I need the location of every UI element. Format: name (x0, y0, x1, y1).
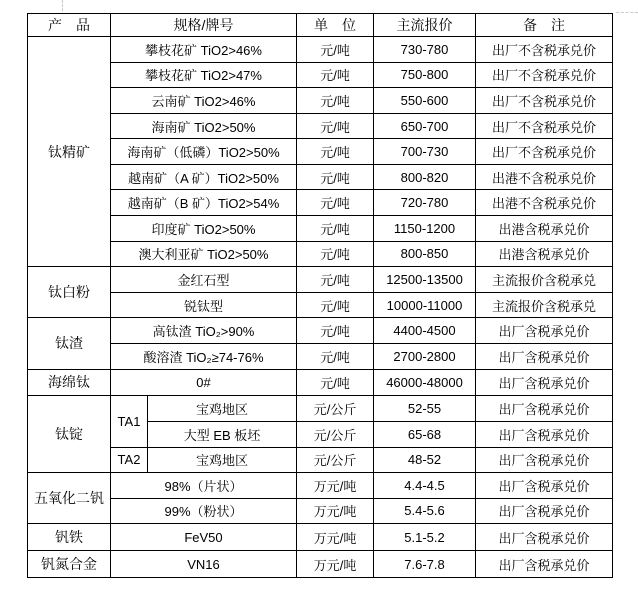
unit-cell: 元/吨 (297, 267, 374, 293)
product-cell: 钒氮合金 (28, 551, 111, 578)
spec-cell: 云南矿 TiO2>46% (111, 88, 297, 114)
spec-cell: 澳大利亚矿 TiO2>50% (111, 241, 297, 267)
spec-cell: 印度矿 TiO2>50% (111, 216, 297, 242)
unit-cell: 万元/吨 (297, 524, 374, 551)
spec-cell: 越南矿（B 矿）TiO2>54% (111, 190, 297, 216)
unit-cell: 元/吨 (297, 241, 374, 267)
product-cell: 钛精矿 (28, 37, 111, 267)
unit-cell: 万元/吨 (297, 551, 374, 578)
note-cell: 出港含税承兑价 (476, 216, 613, 242)
grade-cell: TA1 (111, 396, 148, 447)
unit-cell: 元/吨 (297, 216, 374, 242)
price-cell: 730-780 (374, 37, 476, 63)
note-cell: 出厂含税承兑价 (476, 318, 613, 344)
unit-cell: 元/公斤 (297, 396, 374, 422)
header-row (28, 14, 613, 37)
spec-cell: 宝鸡地区 (148, 447, 297, 473)
price-cell: 52-55 (374, 396, 476, 422)
unit-cell: 元/吨 (297, 369, 374, 396)
table-row (28, 292, 613, 318)
unit-cell: 元/吨 (297, 292, 374, 318)
price-cell: 550-600 (374, 88, 476, 114)
spec-cell: 宝鸡地区 (148, 396, 297, 422)
unit-cell: 元/吨 (297, 88, 374, 114)
header-price: 主流报价 (374, 14, 476, 37)
note-cell: 出厂不含税承兑价 (476, 139, 613, 165)
unit-cell: 元/吨 (297, 164, 374, 190)
note-cell: 出港不含税承兑价 (476, 190, 613, 216)
price-cell: 800-820 (374, 164, 476, 190)
table-row (28, 241, 613, 267)
note-cell: 出厂不含税承兑价 (476, 113, 613, 139)
price-cell: 1150-1200 (374, 216, 476, 242)
price-cell: 4.4-4.5 (374, 473, 476, 499)
table-row (28, 62, 613, 88)
note-cell: 出厂含税承兑价 (476, 473, 613, 499)
price-cell: 720-780 (374, 190, 476, 216)
spec-cell: FeV50 (111, 524, 297, 551)
table-row (28, 369, 613, 396)
table-row (28, 190, 613, 216)
unit-cell: 元/吨 (297, 62, 374, 88)
header-note: 备 注 (476, 14, 613, 37)
product-cell: 五氧化二钒 (28, 473, 111, 524)
table-row (28, 318, 613, 344)
unit-cell: 万元/吨 (297, 498, 374, 524)
price-cell: 65-68 (374, 421, 476, 447)
price-cell: 7.6-7.8 (374, 551, 476, 578)
product-cell: 钛白粉 (28, 267, 111, 318)
price-cell: 46000-48000 (374, 369, 476, 396)
table-row (28, 267, 613, 293)
table-row (28, 216, 613, 242)
price-cell: 2700-2800 (374, 343, 476, 369)
table-row (28, 88, 613, 114)
spec-cell: 锐钛型 (111, 292, 297, 318)
unit-cell: 元/吨 (297, 113, 374, 139)
spec-cell: VN16 (111, 551, 297, 578)
note-cell: 出厂含税承兑价 (476, 498, 613, 524)
note-cell: 主流报价含税承兑 (476, 267, 613, 293)
note-cell: 出厂含税承兑价 (476, 396, 613, 422)
price-cell: 48-52 (374, 447, 476, 473)
price-cell: 4400-4500 (374, 318, 476, 344)
price-cell: 800-850 (374, 241, 476, 267)
table-row (28, 524, 613, 551)
price-cell: 650-700 (374, 113, 476, 139)
note-cell: 出厂含税承兑价 (476, 369, 613, 396)
price-cell: 5.4-5.6 (374, 498, 476, 524)
price-cell: 750-800 (374, 62, 476, 88)
note-cell: 出厂含税承兑价 (476, 551, 613, 578)
table-row (28, 551, 613, 578)
table-row (28, 396, 613, 422)
spec-cell: 大型 EB 板坯 (148, 421, 297, 447)
header-spec: 规格/牌号 (111, 14, 297, 37)
table-row (28, 473, 613, 499)
spec-cell: 金红石型 (111, 267, 297, 293)
unit-cell: 元/公斤 (297, 421, 374, 447)
note-cell: 出港不含税承兑价 (476, 164, 613, 190)
note-cell: 出厂不含税承兑价 (476, 62, 613, 88)
spec-cell: 海南矿（低磷）TiO2>50% (111, 139, 297, 165)
grade-cell: TA2 (111, 447, 148, 473)
note-cell: 出厂含税承兑价 (476, 524, 613, 551)
spec-cell: 98%（片状） (111, 473, 297, 499)
table-row (28, 139, 613, 165)
price-cell: 12500-13500 (374, 267, 476, 293)
table-row (28, 498, 613, 524)
table-row (28, 164, 613, 190)
spec-cell: 高钛渣 TiO₂>90% (111, 318, 297, 344)
unit-cell: 元/吨 (297, 318, 374, 344)
table-row (28, 37, 613, 63)
header-unit: 单 位 (297, 14, 374, 37)
price-cell: 5.1-5.2 (374, 524, 476, 551)
unit-cell: 元/吨 (297, 343, 374, 369)
note-cell: 出厂含税承兑价 (476, 421, 613, 447)
note-cell: 主流报价含税承兑 (476, 292, 613, 318)
spec-cell: 海南矿 TiO2>50% (111, 113, 297, 139)
spec-cell: 越南矿（A 矿）TiO2>50% (111, 164, 297, 190)
unit-cell: 元/吨 (297, 37, 374, 63)
commodity-price-table (27, 13, 613, 578)
note-cell: 出厂含税承兑价 (476, 343, 613, 369)
product-cell: 海绵钛 (28, 369, 111, 396)
unit-cell: 元/公斤 (297, 447, 374, 473)
table-row (28, 447, 613, 473)
text-boundary-artifact-horizontal (616, 12, 638, 13)
table-row (28, 343, 613, 369)
note-cell: 出厂不含税承兑价 (476, 37, 613, 63)
note-cell: 出厂含税承兑价 (476, 447, 613, 473)
spec-cell: 0# (111, 369, 297, 396)
price-cell: 700-730 (374, 139, 476, 165)
price-cell: 10000-11000 (374, 292, 476, 318)
spec-cell: 酸溶渣 TiO₂≥74-76% (111, 343, 297, 369)
spec-cell: 99%（粉状） (111, 498, 297, 524)
note-cell: 出港含税承兑价 (476, 241, 613, 267)
spec-cell: 攀枝花矿 TiO2>47% (111, 62, 297, 88)
unit-cell: 万元/吨 (297, 473, 374, 499)
note-cell: 出厂不含税承兑价 (476, 88, 613, 114)
text-boundary-artifact-vertical (62, 0, 63, 11)
product-cell: 钒铁 (28, 524, 111, 551)
unit-cell: 元/吨 (297, 139, 374, 165)
header-product: 产 品 (28, 14, 111, 37)
unit-cell: 元/吨 (297, 190, 374, 216)
table-row (28, 113, 613, 139)
spec-cell: 攀枝花矿 TiO2>46% (111, 37, 297, 63)
product-cell: 钛锭 (28, 396, 111, 473)
product-cell: 钛渣 (28, 318, 111, 369)
